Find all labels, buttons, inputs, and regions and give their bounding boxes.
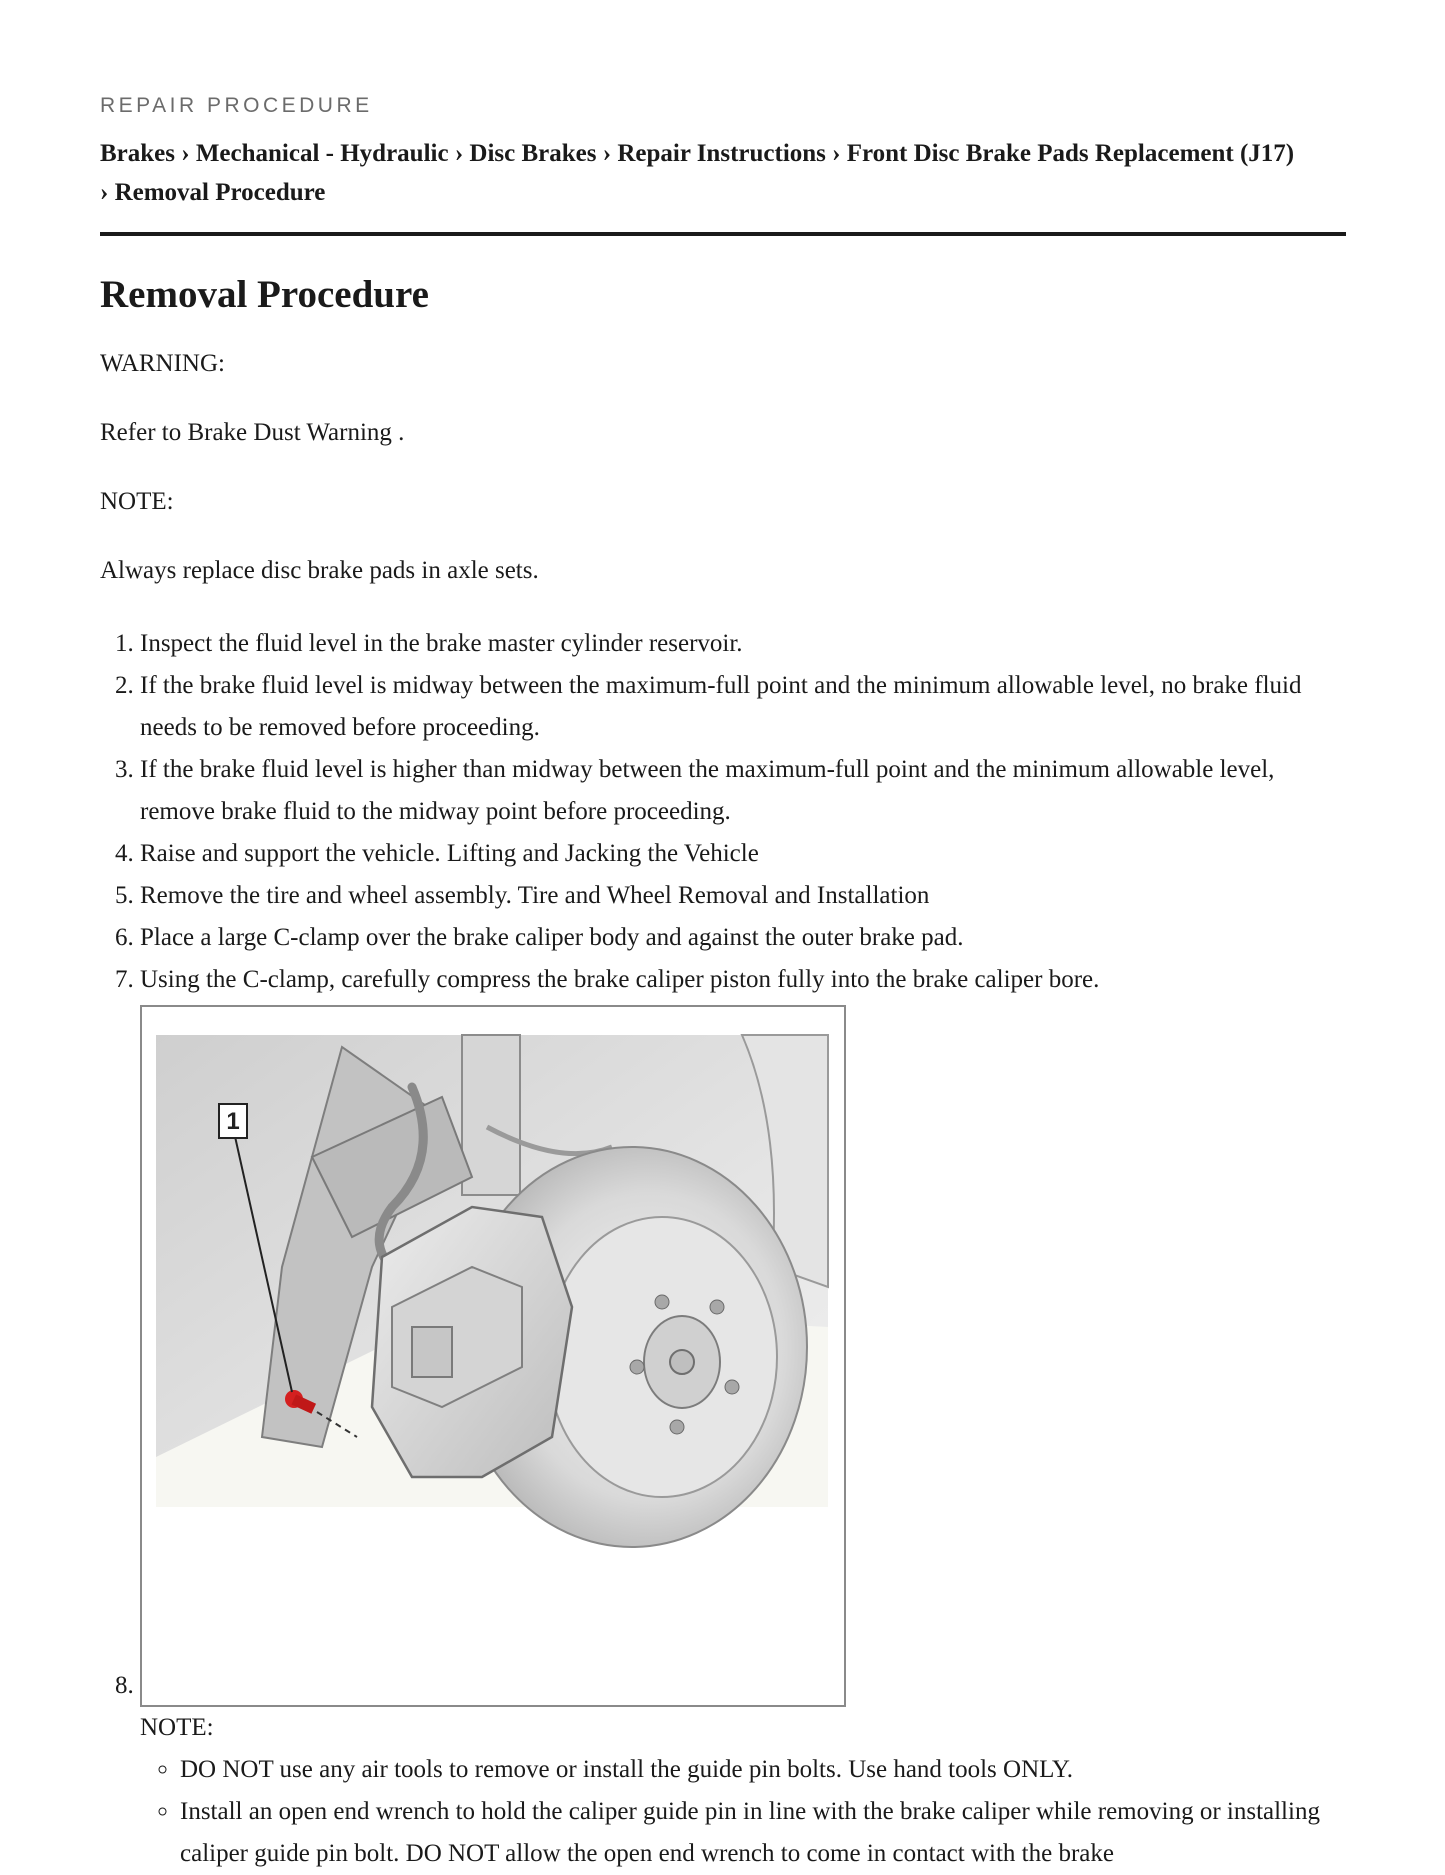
page-kicker: REPAIR PROCEDURE [100, 94, 373, 117]
step-8-note-bullets [140, 1749, 1346, 1875]
callout-number: 8. 1 [226, 1107, 240, 1135]
breadcrumb-item-front-disc-brake-pads[interactable]: Front Disc Brake Pads Replacement (J17) [846, 140, 1295, 167]
breadcrumb-separator: › [181, 140, 190, 167]
caliper-illustration [142, 1007, 844, 1705]
breadcrumb-separator: › [454, 140, 464, 167]
wheel-stud [710, 1300, 724, 1314]
breadcrumb-item-current: Removal Procedure [114, 179, 326, 206]
breadcrumb [100, 134, 1346, 236]
note-bullet-2: ◦ Install an open end wrench to hold the caliper guide pin in line with the brake caliper while removing or installing caliper guide pin bolt. DO NOT allow the open end wrench to come in contact with the brake [180, 1791, 1346, 1875]
wheel-stud [630, 1360, 644, 1374]
wheel-stud [725, 1380, 739, 1394]
step-2: 2. If the brake fluid level is midway between the maximum-full point and the minimum allowable level, no brake fluid needs to be removed before proceeding. [140, 665, 1346, 749]
step-8 [140, 1001, 1346, 1875]
note-bullet-1: ◦ DO NOT use any air tools to remove or install the guide pin bolts. Use hand tools ONLY. [180, 1749, 1346, 1791]
step-3: 3. If the brake fluid level is higher than midway between the maximum-full point and the minimum allowable level, remove brake fluid to the midway point before proceeding. [140, 749, 1346, 833]
step-4: 4. Raise and support the vehicle. Lifting and Jacking the Vehicle [140, 833, 1346, 875]
breadcrumb-separator: › [602, 140, 612, 167]
warning-label: WARNING: [100, 349, 225, 377]
breadcrumb-item-mechanical-hydraulic[interactable]: Mechanical - Hydraulic [195, 140, 449, 167]
breadcrumb-item-disc-brakes[interactable]: Disc Brakes [469, 140, 597, 167]
page-title: Removal Procedure [100, 273, 429, 316]
breadcrumb-item-brakes[interactable]: Brakes [100, 140, 175, 167]
document-page [100, 94, 1346, 1875]
step-8-note-label: NOTE: [140, 1713, 214, 1741]
wheel-stud [670, 1420, 684, 1434]
caliper-window [412, 1327, 452, 1377]
breadcrumb-item-repair-instructions[interactable]: Repair Instructions [617, 140, 826, 167]
step-5: 5. Remove the tire and wheel assembly. Tire and Wheel Removal and Installation [140, 875, 1346, 917]
hub-bore [670, 1350, 694, 1374]
step-1: 1. Inspect the fluid level in the brake master cylinder reservoir. [140, 623, 1346, 665]
step-6: 6. Place a large C-clamp over the brake caliper body and against the outer brake pad. [140, 917, 1346, 959]
wheel-stud [655, 1295, 669, 1309]
procedure-steps [100, 623, 1346, 1875]
note-text: Always replace disc brake pads in axle sets. [100, 556, 539, 584]
step-7: 7. Using the C-clamp, carefully compress the brake caliper piston fully into the brake caliper bore. [140, 959, 1346, 1001]
note-label: NOTE: [100, 487, 174, 515]
breadcrumb-separator: › [100, 179, 109, 206]
warning-text: Refer to Brake Dust Warning . [100, 418, 405, 446]
breadcrumb-separator: › [832, 140, 841, 167]
caliper-figure [140, 1005, 846, 1707]
